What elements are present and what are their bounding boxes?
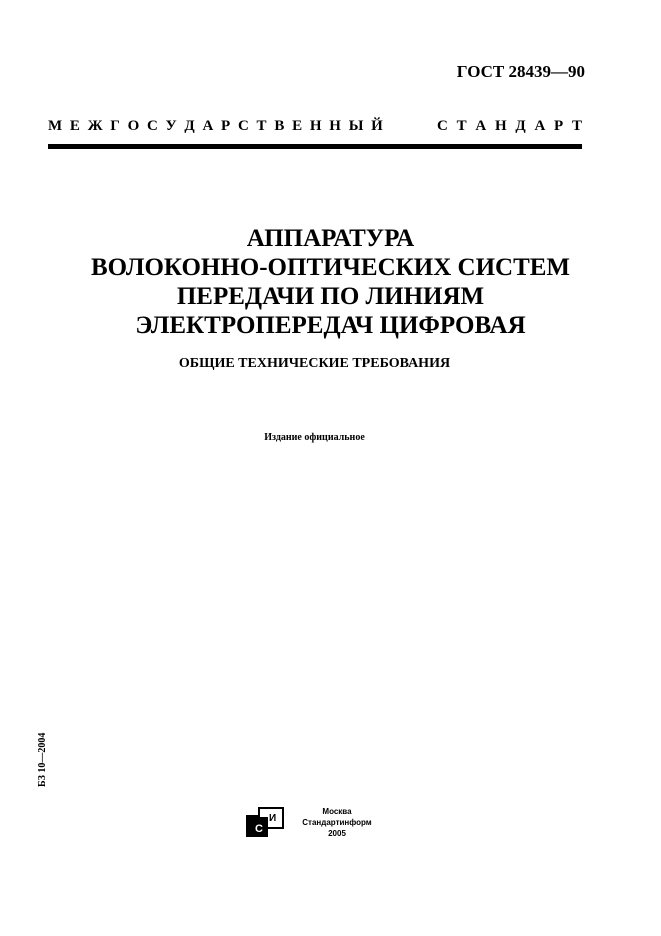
publisher-year: 2005 <box>328 829 346 838</box>
side-code: БЗ 10—2004 <box>37 732 48 787</box>
category-header <box>48 118 582 135</box>
publisher-block <box>292 806 382 839</box>
title-line: ВОЛОКОННО-ОПТИЧЕСКИХ СИСТЕМ <box>90 254 571 281</box>
publisher-city: Москва <box>322 807 352 816</box>
standartinform-logo-icon <box>246 807 284 837</box>
edition-label: Издание официальное <box>264 432 365 443</box>
title-line: ПЕРЕДАЧИ ПО ЛИНИЯМ <box>176 283 485 310</box>
publisher-name: Стандартинформ <box>302 818 372 827</box>
svg-text:И: И <box>269 813 277 824</box>
header-rule <box>48 144 582 149</box>
svg-text:С: С <box>255 823 263 835</box>
title-line: ЭЛЕКТРОПЕРЕДАЧ ЦИФРОВАЯ <box>135 312 526 339</box>
category-word-2: С Т А Н Д А Р Т <box>437 118 582 134</box>
title-line: АППАРАТУРА <box>246 225 415 252</box>
document-subtitle: ОБЩИЕ ТЕХНИЧЕСКИЕ ТРЕБОВАНИЯ <box>178 356 451 371</box>
document-number: ГОСТ 28439—90 <box>456 62 585 81</box>
category-word-1: М Е Ж Г О С У Д А Р С Т В Е Н Н Ы Й <box>48 118 383 134</box>
document-title <box>0 224 661 340</box>
